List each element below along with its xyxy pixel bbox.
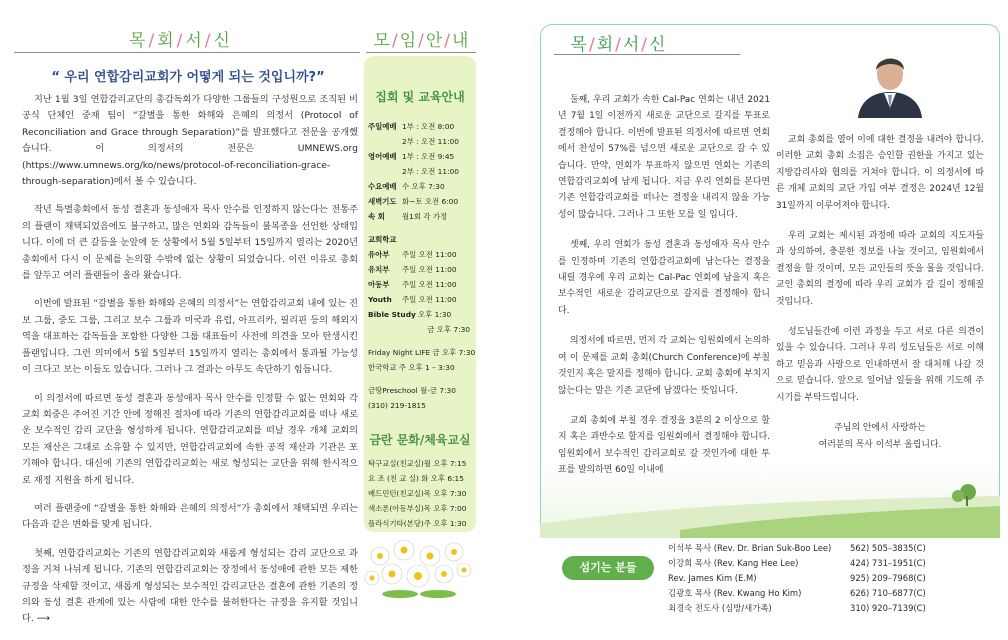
letter-body-right-col2 (776, 132, 984, 453)
paragraph: 의정서에 따르면, 먼저 각 교회는 임원회에서 논의하여 이 문제를 교회 총회(Church Conference)에 부칠 것인지 혹은 말지를 정해야 합니다. 교회 총회에 부치지 않는다는 말은 기존 교단에 남겠다는 뜻입니다. (558, 336, 770, 396)
paragraph: 지난 1월 3일 연합감리교단의 총감독회가 다양한 그룹들의 구성원으로 조직된 비공식 단체인 중재 팀이 “갈별을 통한 화해와 은혜의 의정서 (Protocol of Reconciliation and Grace through Separation)”를 발표했다고 전문을 공개했습니다. 이 의정서의 전문은 UMNEWS.org (https://www.umnews.org/ko/news/protocol-of-reconciliation-grace-through-separation)에서 볼 수 있습니다. (22, 94, 358, 188)
schedule-row: Youth 주일 오전 11:00 (368, 295, 457, 304)
culture-row: 요 조 (친 교 실) 화 오후 6:15 (368, 474, 464, 483)
daisy-flowers-icon (360, 534, 478, 604)
paragraph: 우리 교회는 제시된 과정에 따라 교회의 지도자들과 상의하여, 충분한 정보를 나눌 것이고, 임원회에서 결정을 할 것이며, 모든 교인들의 뜻을 물을 것입니다. 교인 총회의 결정에 따라 우리 교회가 갈 길이 정해질 것입니다. (776, 231, 984, 307)
meetings-panel (364, 56, 476, 532)
paragraph: 교회 총회를 열어 이에 대한 결정을 내려야 합니다. 이러한 교회 총회 소집은 승인할 권한을 가지고 있는 지방감리사와 협의를 거쳐야 합니다. 이 의정서에 따른 개체 교회의 교단 가입 여부 결정은 2024년 12월 31일까지 이루어져야 합니다. (776, 135, 984, 211)
usher-row: 김광호 목사 (Rev. Kwang Ho Kim) 626) 710–6877(C) (668, 588, 926, 598)
paragraph: 교회 총회에 부칠 경우 결정을 3분의 2 이상으로 할지 혹은 과반수로 할지를 임원회에서 결정해야 합니다. 임원회에서 보수적인 감리교회로 갈 것인가에 대한 투표를 발의하면 60일 이내에 (558, 415, 770, 476)
left-title-divider (14, 52, 360, 53)
right-page-title: 목/회/서/신 (570, 35, 668, 55)
letter-signature (776, 420, 984, 453)
paragraph: 셋째, 우리 연회가 동성 결혼과 동성애자 목사 안수를 인정하며 기존의 연합감리교회에 남는다는 결정을 내릴 경우에 우리 교회는 Cal-Pac 연회에 남을지 혹은 보수적인 새로운 감리교단으로 갈지를 결정해야 합니다. (558, 240, 770, 316)
paragraph: 여러 플랜중에 “갈별을 통한 화해와 은혜의 의정서”가 총회에서 채택되면 우리는 다음과 같은 변화를 맞게 됩니다. (22, 502, 358, 531)
signature-line: 주님의 안에서 사랑하는 (834, 423, 926, 434)
schedule-row: 유치부 주일 오전 11:00 (368, 265, 457, 274)
usher-row: Rev. James Kim (E.M) 925) 209–7968(C) (668, 573, 926, 583)
paragraph: 성도님들간에 이런 과정을 두고 서로 다른 의견이 있을 수 있습니다. 그러나 우리 성도님들은 서로 이해하고 믿음과 사랑으로 인내하면서 잘 대처해 나갈 것으로 믿습니다. 앞으로 일어날 일들을 위해 기도해 주시기를 부탁드립니다. (776, 327, 984, 403)
ushers-label-badge: 섬기는 분들 (562, 556, 654, 580)
schedule-row: 주일예배 1부 : 오전 8:00 (368, 122, 455, 131)
ushers-list (668, 541, 988, 616)
letter-body-left (22, 92, 358, 640)
schedule-row: 수요예배 수 오후 7:30 (368, 182, 445, 191)
schedule-row: 2부 : 오전 11:00 (402, 167, 459, 176)
section-title-services: 집회 및 교육안내 (375, 90, 465, 104)
paragraph: 둘째, 우리 교회가 속한 Cal-Pac 연회는 내년 2021년 7월 1일 이전까지 새로운 교단으로 갈지를 투표로 결정해야 합니다. 이번에 발표된 의정서에 따르면 연회에서 찬성이 57%를 넘으면 새로운 교단으로 갈 수 있습니다. 만약, 연회가 투표하지 않으면 연회는 기존의 연합감리교회에 남게 됩니다. 지금 우리 연회를 본다면 기존 연합감리교회를 떠나는 결정을 내리지 않을 가능성이 많습니다. 그러나 그 또한 모를 일 입니다. (558, 95, 770, 220)
letter-body-right-col1 (558, 92, 770, 493)
schedule-row: 유아부 주일 오전 11:00 (368, 250, 457, 259)
usher-row: 이석부 목사 (Rev. Dr. Brian Suk-Boo Lee) 562) 505–3835(C) (668, 543, 926, 553)
meetings-title: 모/임/안/내 (373, 31, 471, 51)
paragraph: 이번에 발표된 “갈별을 통한 화해와 은혜의 의정서”는 연합감리교회 내에 있는 진보 그룹, 중도 그룹, 그리고 보수 그룹과 미국과 유럽, 아프리카, 필리핀 등의 해외지역을 대표하는 감독들을 포함한 다양한 그룹 대표들이 사전에 의견을 모아 탄생시킨 플랜입니다. 그런 의미에서 5월 5일부터 15일까지 열리는 총회에서 통과될 가능성이 크다고 보는 이들도 있습니다. 그러나 그 결과는 아무도 속단하기 힘듭니다. (22, 298, 358, 376)
culture-row: 탁구교실(친교실)월 오후 7:15 (368, 459, 467, 468)
paragraph: 첫째, 연합감리교회는 기존의 연합감리교회와 새롭게 형성되는 감리 교단으로 과정을 거쳐 나뉘게 됩니다. 기존의 연합감리교회는 장정에서 동성애에 관한 모든 제한 규정을 삭제할 것이고, 새롭게 형성되는 보수적인 감리교단은 결혼에 관한 기존의 정의와 동성 결혼 관계에 있는 사람에 대한 안수를 불허한다는 규정을 유지할 것입니다. ⟶ (22, 547, 358, 625)
culture-row: 배드민턴(친교실)목 오후 7:30 (368, 489, 467, 498)
meetings-title-divider (366, 52, 476, 53)
schedule-row: 새벽기도 화~토 오전 6:00 (368, 197, 459, 206)
left-page-title: 목/회/서/신 (129, 31, 233, 51)
schedule-row: 영어예배 1부 : 오전 9:45 (368, 152, 455, 161)
signature-line: 여러분의 목사 이석부 올립니다. (818, 439, 942, 450)
schedule-row: Friday Night LIFE 금 오후 7:30 (368, 348, 476, 357)
usher-row: 최경숙 전도사 (심방/새가족) 310) 920–7139(C) (668, 603, 926, 613)
preschool-phone: (310) 219-1815 (368, 401, 426, 410)
preschool-row: 금땅Preschool 월-금 7:30 (368, 386, 456, 395)
paragraph: 이 의정서에 따르면 동성 결혼과 동성애자 목사 안수를 인정할 수 없는 연회와 각 교회 회중은 주어진 기간 안에 정해진 절차에 따라 기존의 연합감리교회를 떠나 새로운 보수적인 감리 교단을 형성하게 됩니다. 연합감리교회를 떠날 경우 개체 교회의 모든 재산은 그대로 소유할 수 있지만, 연합감리교회에 속한 공적 재산과 기관은 포기해야 합니다. 대신에 기존의 연합감리교회는 새로 형성되는 교단을 위해 한시적으로 재정 지원을 하게 됩니다. (22, 392, 358, 486)
school-heading: 교회학교 (368, 235, 397, 244)
schedule-row: Bible Study 오후 1:30 (368, 310, 452, 319)
schedule-row: 아동부 주일 오전 11:00 (368, 280, 457, 289)
usher-row: 이강희 목사 (Rev. Kang Hee Lee) 424) 731–1951(C) (668, 558, 926, 568)
culture-row: 색소폰(아동부실)목 오후 7:00 (368, 504, 467, 513)
culture-row: 플라식기타(본당)주 오후 1:30 (368, 519, 467, 528)
schedule-row: 한국학교 주 오후 1 – 3:30 (368, 363, 455, 372)
pastor-portrait-icon (852, 46, 928, 118)
schedule-row: 속 회 월1회 각 가정 (368, 212, 448, 221)
schedule-row: 2부 : 오전 11:00 (402, 137, 459, 146)
letter-subtitle: “ 우리 연합감리교회가 어떻게 되는 것입니까?” (51, 70, 325, 85)
paragraph: 작년 특별총회에서 동성 결혼과 동성애자 목사 안수를 인정하지 않는다는 전통주의 플랜이 채택되었음에도 불구하고, 많은 연회와 감독들이 불복종을 선언한 상태입니다. 이에 더 큰 갈등을 눈앞에 둔 상황에서 5월 5일부터 15일까지 열리는 2020년 총회에서 다시 이 문제를 논의할 수밖에 없는 상황이 되었습니다. 이런 이유로 총회를 앞두고 여러 플랜들이 올라 왔습니다. (22, 204, 358, 282)
right-title-divider (554, 54, 740, 55)
schedule-row: 금 오후 7:30 (427, 325, 470, 334)
section-title-culture: 금란 문화/체육교실 (369, 433, 471, 447)
